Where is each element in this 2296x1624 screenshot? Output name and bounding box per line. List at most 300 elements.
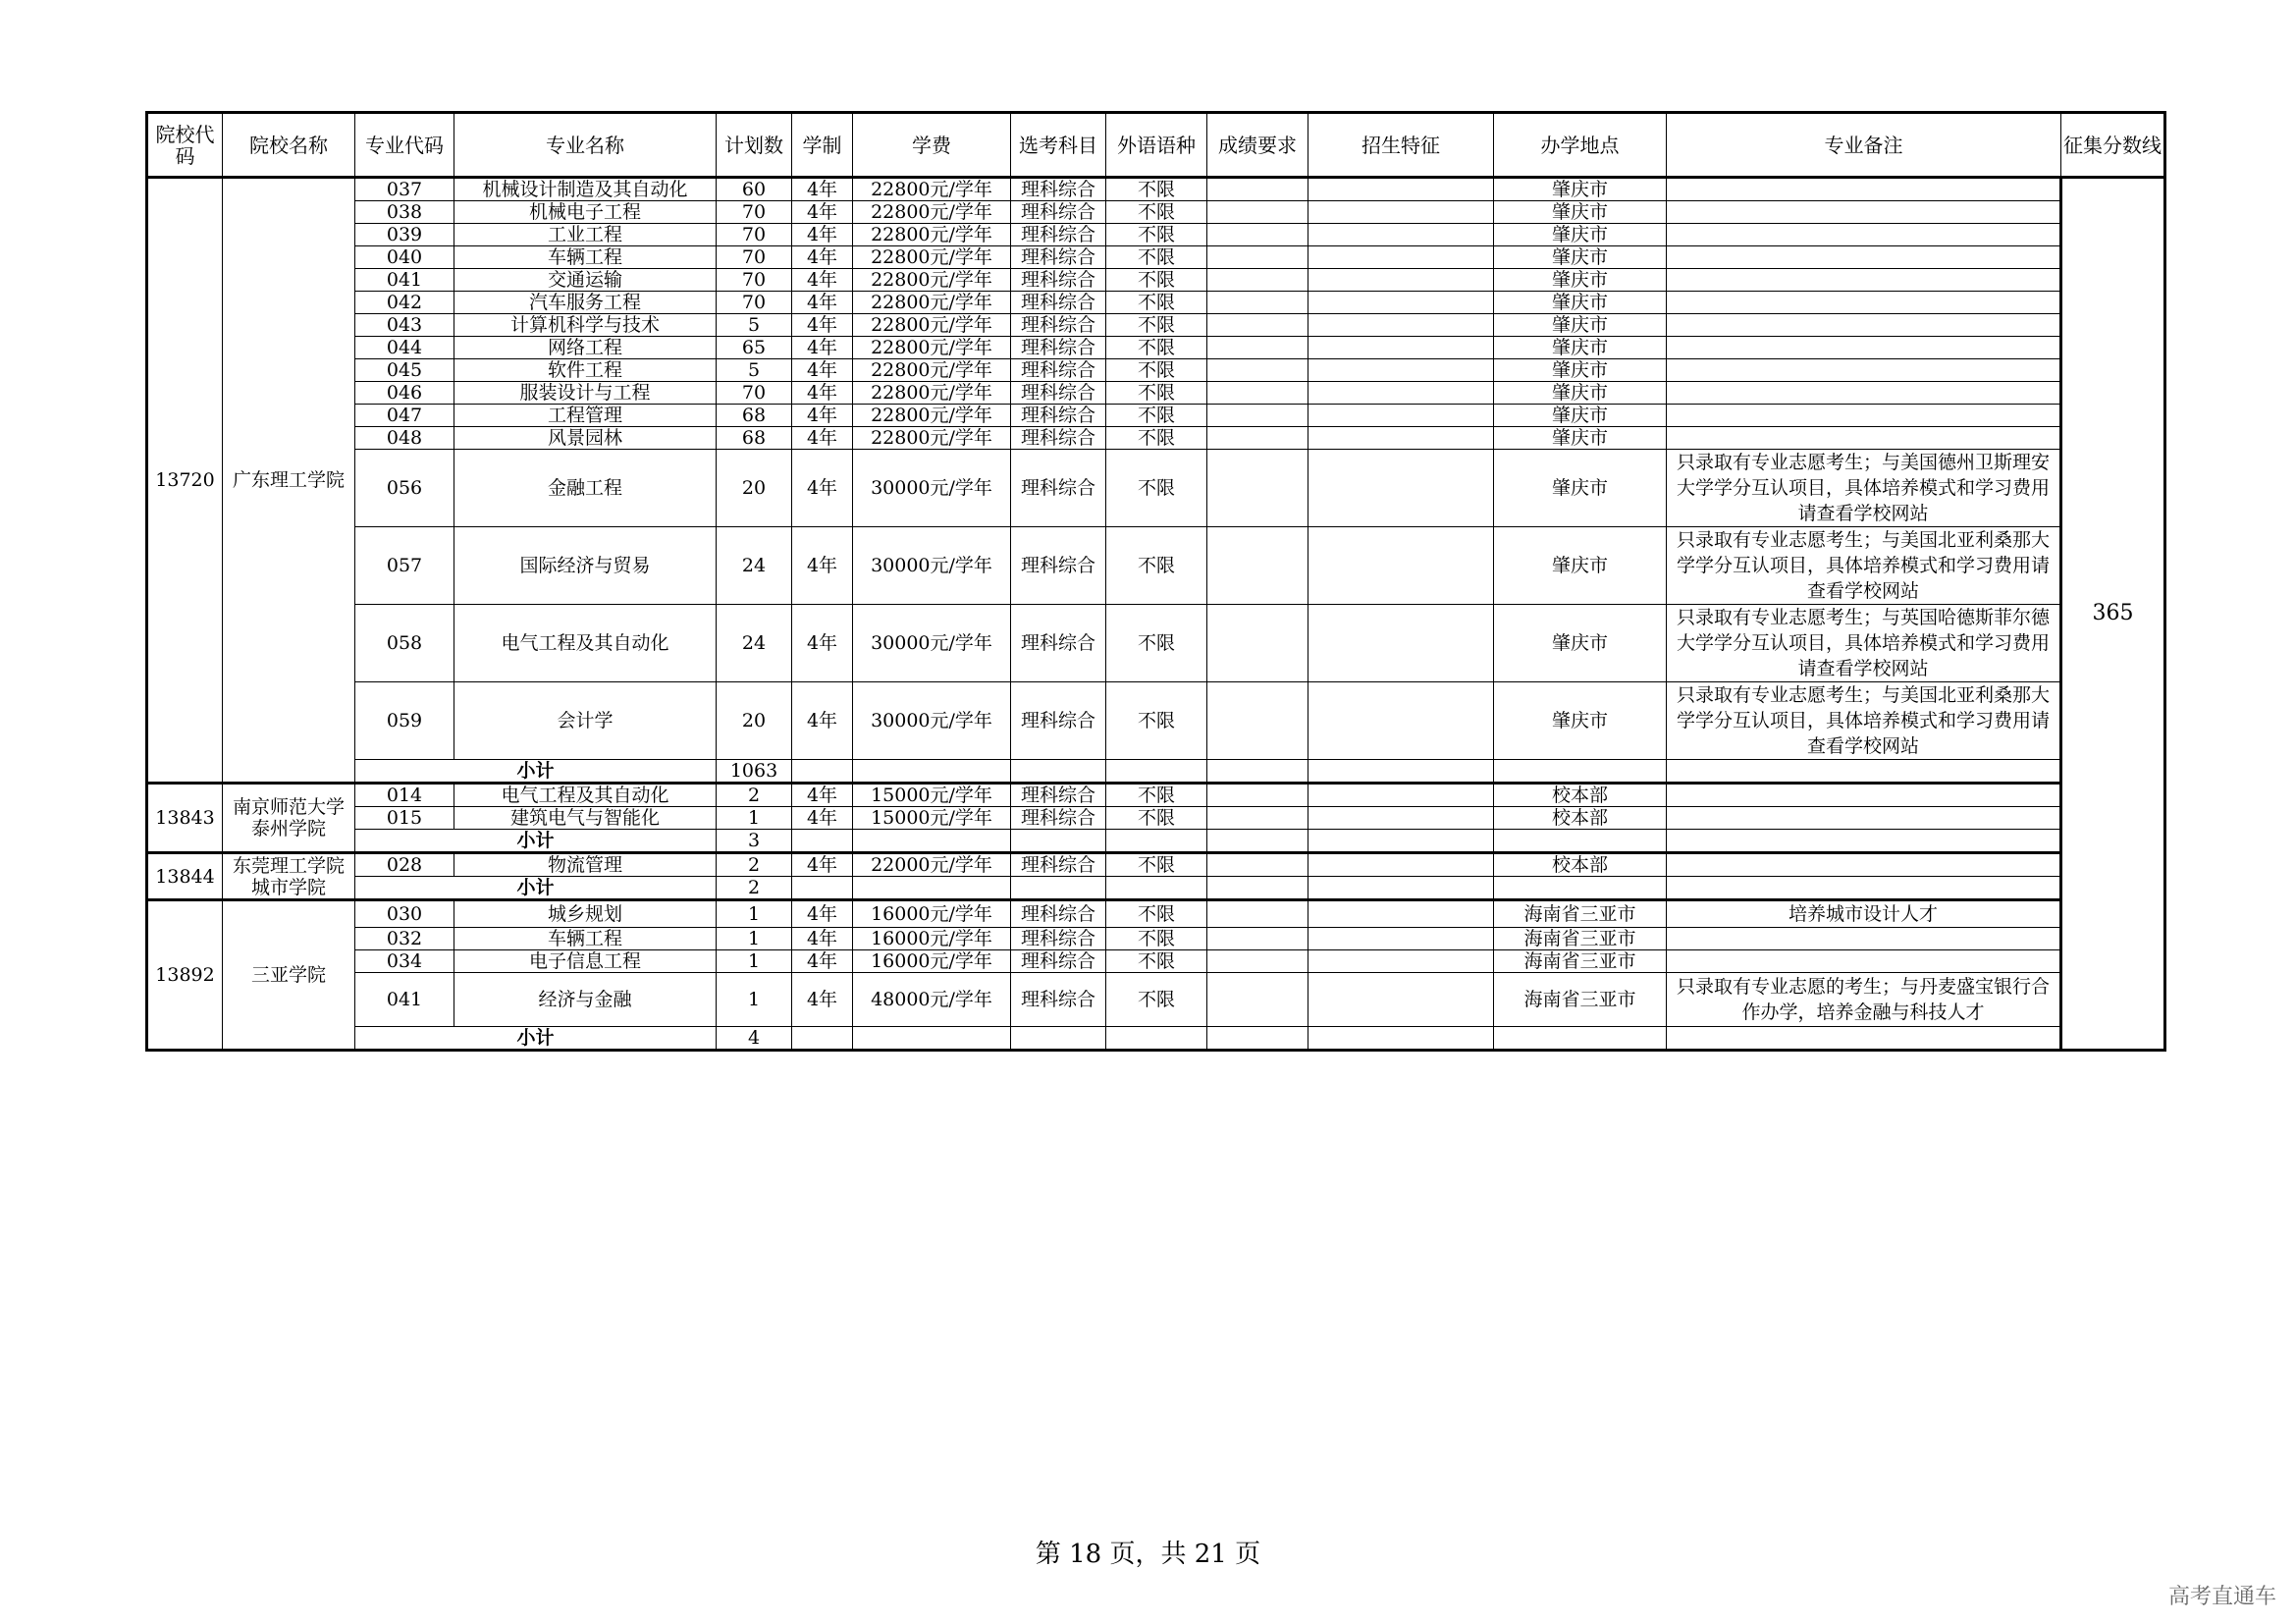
remarks-cell: [1667, 314, 2061, 337]
tuition-cell: 30000元/学年: [853, 450, 1011, 527]
subjects-cell: 理科综合: [1011, 427, 1106, 450]
duration-cell: 4年: [792, 973, 853, 1027]
subjects-cell: 理科综合: [1011, 973, 1106, 1027]
location-cell: 肇庆市: [1494, 269, 1667, 292]
remarks-cell: [1667, 950, 2061, 973]
tuition-cell: 22800元/学年: [853, 201, 1011, 224]
plan-cell: 20: [717, 682, 792, 760]
subtotal-label: 小计: [355, 1027, 717, 1051]
major-code-cell: 032: [355, 928, 454, 950]
subjects-cell: 理科综合: [1011, 405, 1106, 427]
school-code-cell: 13892: [147, 900, 223, 1051]
language-cell: 不限: [1106, 605, 1207, 682]
empty-cell: [1667, 877, 2061, 900]
major-name-cell: 车辆工程: [454, 246, 717, 269]
table-row: [147, 359, 2165, 382]
language-cell: 不限: [1106, 784, 1207, 807]
duration-cell: 4年: [792, 605, 853, 682]
duration-cell: 4年: [792, 382, 853, 405]
feature-cell: [1308, 605, 1494, 682]
score-req-cell: [1207, 527, 1308, 605]
empty-cell: [1667, 830, 2061, 853]
score-req-cell: [1207, 950, 1308, 973]
table-row: [147, 973, 2165, 1027]
location-cell: 肇庆市: [1494, 405, 1667, 427]
school-code-cell: 13720: [147, 178, 223, 784]
plan-cell: 5: [717, 314, 792, 337]
subtotal-value: 3: [717, 830, 792, 853]
score-req-cell: [1207, 405, 1308, 427]
feature-cell: [1308, 292, 1494, 314]
major-code-cell: 043: [355, 314, 454, 337]
empty-cell: [1207, 760, 1308, 784]
remarks-cell: [1667, 807, 2061, 830]
location-cell: 肇庆市: [1494, 359, 1667, 382]
empty-cell: [1011, 830, 1106, 853]
remarks-cell: 只录取有专业志愿考生；与美国德州卫斯理安大学学分互认项目，具体培养模式和学习费用请查看学校网站: [1667, 450, 2061, 527]
tuition-cell: 30000元/学年: [853, 682, 1011, 760]
table-row: [147, 337, 2165, 359]
location-cell: 肇庆市: [1494, 382, 1667, 405]
major-name-cell: 城乡规划: [454, 900, 717, 928]
language-cell: 不限: [1106, 807, 1207, 830]
language-cell: 不限: [1106, 527, 1207, 605]
location-cell: 肇庆市: [1494, 178, 1667, 201]
plan-cell: 2: [717, 853, 792, 877]
location-cell: 校本部: [1494, 784, 1667, 807]
remarks-cell: 只录取有专业志愿考生；与英国哈德斯菲尔德大学学分互认项目，具体培养模式和学习费用请查看学校网站: [1667, 605, 2061, 682]
duration-cell: 4年: [792, 201, 853, 224]
subtotal-value: 4: [717, 1027, 792, 1051]
subjects-cell: 理科综合: [1011, 950, 1106, 973]
major-code-cell: 047: [355, 405, 454, 427]
empty-cell: [1207, 877, 1308, 900]
empty-cell: [853, 877, 1011, 900]
table-row: [147, 314, 2165, 337]
language-cell: 不限: [1106, 224, 1207, 246]
tuition-cell: 30000元/学年: [853, 527, 1011, 605]
header-cutoff: 征集分数线: [2061, 113, 2165, 178]
empty-cell: [1207, 830, 1308, 853]
plan-cell: 70: [717, 246, 792, 269]
subjects-cell: 理科综合: [1011, 201, 1106, 224]
subjects-cell: 理科综合: [1011, 359, 1106, 382]
subjects-cell: 理科综合: [1011, 224, 1106, 246]
empty-cell: [1207, 1027, 1308, 1051]
subtotal-row: [147, 1027, 2165, 1051]
location-cell: 肇庆市: [1494, 292, 1667, 314]
header-plan: 计划数: [717, 113, 792, 178]
major-name-cell: 计算机科学与技术: [454, 314, 717, 337]
tuition-cell: 16000元/学年: [853, 928, 1011, 950]
empty-cell: [1308, 760, 1494, 784]
score-req-cell: [1207, 928, 1308, 950]
tuition-cell: 22800元/学年: [853, 178, 1011, 201]
score-req-cell: [1207, 314, 1308, 337]
tuition-cell: 16000元/学年: [853, 900, 1011, 928]
location-cell: 肇庆市: [1494, 682, 1667, 760]
major-code-cell: 045: [355, 359, 454, 382]
feature-cell: [1308, 950, 1494, 973]
table-row: [147, 950, 2165, 973]
plan-cell: 70: [717, 224, 792, 246]
header-feature: 招生特征: [1308, 113, 1494, 178]
language-cell: 不限: [1106, 928, 1207, 950]
empty-cell: [1308, 1027, 1494, 1051]
plan-cell: 65: [717, 337, 792, 359]
feature-cell: [1308, 527, 1494, 605]
subtotal-row: [147, 760, 2165, 784]
major-name-cell: 机械电子工程: [454, 201, 717, 224]
language-cell: 不限: [1106, 405, 1207, 427]
remarks-cell: 只录取有专业志愿考生；与美国北亚利桑那大学学分互认项目，具体培养模式和学习费用请查看学校网站: [1667, 682, 2061, 760]
language-cell: 不限: [1106, 973, 1207, 1027]
feature-cell: [1308, 682, 1494, 760]
feature-cell: [1308, 382, 1494, 405]
table-row: [147, 292, 2165, 314]
subjects-cell: 理科综合: [1011, 450, 1106, 527]
duration-cell: 4年: [792, 950, 853, 973]
language-cell: 不限: [1106, 178, 1207, 201]
table-row: [147, 682, 2165, 760]
major-name-cell: 会计学: [454, 682, 717, 760]
school-name-cell: 南京师范大学泰州学院: [223, 784, 355, 853]
header-school-code: 院校代码: [147, 113, 223, 178]
header-row: [147, 113, 2165, 178]
location-cell: 肇庆市: [1494, 450, 1667, 527]
tuition-cell: 48000元/学年: [853, 973, 1011, 1027]
major-code-cell: 048: [355, 427, 454, 450]
major-name-cell: 车辆工程: [454, 928, 717, 950]
score-req-cell: [1207, 853, 1308, 877]
score-req-cell: [1207, 269, 1308, 292]
score-req-cell: [1207, 359, 1308, 382]
score-req-cell: [1207, 900, 1308, 928]
remarks-cell: [1667, 928, 2061, 950]
location-cell: 肇庆市: [1494, 224, 1667, 246]
location-cell: 肇庆市: [1494, 527, 1667, 605]
feature-cell: [1308, 314, 1494, 337]
table-row: [147, 201, 2165, 224]
major-name-cell: 网络工程: [454, 337, 717, 359]
empty-cell: [1494, 830, 1667, 853]
plan-cell: 1: [717, 807, 792, 830]
school-name-cell: 广东理工学院: [223, 178, 355, 784]
duration-cell: 4年: [792, 682, 853, 760]
table-row: [147, 784, 2165, 807]
subjects-cell: 理科综合: [1011, 292, 1106, 314]
remarks-cell: 只录取有专业志愿的考生；与丹麦盛宝银行合作办学，培养金融与科技人才: [1667, 973, 2061, 1027]
duration-cell: 4年: [792, 853, 853, 877]
empty-cell: [1494, 877, 1667, 900]
plan-cell: 70: [717, 269, 792, 292]
location-cell: 肇庆市: [1494, 314, 1667, 337]
table-row: [147, 269, 2165, 292]
major-code-cell: 046: [355, 382, 454, 405]
header-language: 外语语种: [1106, 113, 1207, 178]
empty-cell: [1011, 877, 1106, 900]
score-req-cell: [1207, 382, 1308, 405]
subjects-cell: 理科综合: [1011, 682, 1106, 760]
location-cell: 肇庆市: [1494, 246, 1667, 269]
header-score-req: 成绩要求: [1207, 113, 1308, 178]
subjects-cell: 理科综合: [1011, 900, 1106, 928]
major-name-cell: 工程管理: [454, 405, 717, 427]
empty-cell: [792, 760, 853, 784]
tuition-cell: 22800元/学年: [853, 359, 1011, 382]
duration-cell: 4年: [792, 269, 853, 292]
major-code-cell: 057: [355, 527, 454, 605]
school-code-cell: 13843: [147, 784, 223, 853]
table-row: [147, 807, 2165, 830]
plan-cell: 1: [717, 950, 792, 973]
plan-cell: 70: [717, 201, 792, 224]
header-major-code: 专业代码: [355, 113, 454, 178]
major-name-cell: 汽车服务工程: [454, 292, 717, 314]
empty-cell: [792, 877, 853, 900]
subjects-cell: 理科综合: [1011, 928, 1106, 950]
location-cell: 肇庆市: [1494, 337, 1667, 359]
header-remarks: 专业备注: [1667, 113, 2061, 178]
score-req-cell: [1207, 246, 1308, 269]
feature-cell: [1308, 405, 1494, 427]
major-code-cell: 058: [355, 605, 454, 682]
remarks-cell: [1667, 784, 2061, 807]
subjects-cell: 理科综合: [1011, 269, 1106, 292]
score-req-cell: [1207, 784, 1308, 807]
tuition-cell: 22800元/学年: [853, 224, 1011, 246]
plan-cell: 2: [717, 784, 792, 807]
subjects-cell: 理科综合: [1011, 605, 1106, 682]
remarks-cell: [1667, 405, 2061, 427]
feature-cell: [1308, 928, 1494, 950]
subjects-cell: 理科综合: [1011, 527, 1106, 605]
major-name-cell: 金融工程: [454, 450, 717, 527]
empty-cell: [1494, 1027, 1667, 1051]
score-req-cell: [1207, 973, 1308, 1027]
language-cell: 不限: [1106, 427, 1207, 450]
watermark: 高考直通车: [2167, 1585, 2276, 1609]
table-row: [147, 246, 2165, 269]
header-tuition: 学费: [853, 113, 1011, 178]
remarks-cell: [1667, 224, 2061, 246]
language-cell: 不限: [1106, 269, 1207, 292]
table-row: [147, 224, 2165, 246]
major-code-cell: 041: [355, 269, 454, 292]
admission-plan-table: [145, 111, 2166, 1052]
location-cell: 肇庆市: [1494, 605, 1667, 682]
table-row: [147, 900, 2165, 928]
feature-cell: [1308, 784, 1494, 807]
tuition-cell: 22800元/学年: [853, 382, 1011, 405]
major-name-cell: 电子信息工程: [454, 950, 717, 973]
language-cell: 不限: [1106, 314, 1207, 337]
major-code-cell: 028: [355, 853, 454, 877]
tuition-cell: 22800元/学年: [853, 405, 1011, 427]
duration-cell: 4年: [792, 224, 853, 246]
feature-cell: [1308, 224, 1494, 246]
empty-cell: [1308, 830, 1494, 853]
major-code-cell: 039: [355, 224, 454, 246]
location-cell: 海南省三亚市: [1494, 973, 1667, 1027]
location-cell: 校本部: [1494, 853, 1667, 877]
major-code-cell: 044: [355, 337, 454, 359]
table-row: [147, 427, 2165, 450]
subtotal-label: 小计: [355, 830, 717, 853]
empty-cell: [1106, 760, 1207, 784]
plan-cell: 68: [717, 405, 792, 427]
score-req-cell: [1207, 292, 1308, 314]
major-code-cell: 040: [355, 246, 454, 269]
major-code-cell: 041: [355, 973, 454, 1027]
subjects-cell: 理科综合: [1011, 314, 1106, 337]
subjects-cell: 理科综合: [1011, 382, 1106, 405]
header-location: 办学地点: [1494, 113, 1667, 178]
score-req-cell: [1207, 224, 1308, 246]
feature-cell: [1308, 450, 1494, 527]
major-name-cell: 经济与金融: [454, 973, 717, 1027]
tuition-cell: 22800元/学年: [853, 427, 1011, 450]
duration-cell: 4年: [792, 807, 853, 830]
plan-cell: 1: [717, 973, 792, 1027]
language-cell: 不限: [1106, 201, 1207, 224]
language-cell: 不限: [1106, 292, 1207, 314]
tuition-cell: 22000元/学年: [853, 853, 1011, 877]
plan-cell: 60: [717, 178, 792, 201]
score-req-cell: [1207, 178, 1308, 201]
major-name-cell: 机械设计制造及其自动化: [454, 178, 717, 201]
plan-cell: 24: [717, 605, 792, 682]
plan-cell: 20: [717, 450, 792, 527]
score-req-cell: [1207, 682, 1308, 760]
school-name-cell: 东莞理工学院城市学院: [223, 853, 355, 900]
remarks-cell: [1667, 853, 2061, 877]
subjects-cell: 理科综合: [1011, 784, 1106, 807]
tuition-cell: 22800元/学年: [853, 269, 1011, 292]
tuition-cell: 22800元/学年: [853, 314, 1011, 337]
location-cell: 肇庆市: [1494, 427, 1667, 450]
subtotal-row: [147, 830, 2165, 853]
duration-cell: 4年: [792, 900, 853, 928]
score-req-cell: [1207, 427, 1308, 450]
subjects-cell: 理科综合: [1011, 178, 1106, 201]
tuition-cell: 30000元/学年: [853, 605, 1011, 682]
subtotal-value: 2: [717, 877, 792, 900]
remarks-cell: [1667, 269, 2061, 292]
tuition-cell: 15000元/学年: [853, 784, 1011, 807]
table-row: [147, 178, 2165, 201]
major-code-cell: 042: [355, 292, 454, 314]
feature-cell: [1308, 246, 1494, 269]
remarks-cell: 只录取有专业志愿考生；与美国北亚利桑那大学学分互认项目，具体培养模式和学习费用请查看学校网站: [1667, 527, 2061, 605]
feature-cell: [1308, 337, 1494, 359]
duration-cell: 4年: [792, 928, 853, 950]
language-cell: 不限: [1106, 950, 1207, 973]
major-name-cell: 服装设计与工程: [454, 382, 717, 405]
duration-cell: 4年: [792, 292, 853, 314]
language-cell: 不限: [1106, 359, 1207, 382]
school-name-cell: 三亚学院: [223, 900, 355, 1051]
major-code-cell: 059: [355, 682, 454, 760]
tuition-cell: 22800元/学年: [853, 246, 1011, 269]
table-row: [147, 382, 2165, 405]
header-major-name: 专业名称: [454, 113, 717, 178]
tuition-cell: 22800元/学年: [853, 337, 1011, 359]
subjects-cell: 理科综合: [1011, 246, 1106, 269]
empty-cell: [1106, 877, 1207, 900]
empty-cell: [853, 1027, 1011, 1051]
major-name-cell: 电气工程及其自动化: [454, 784, 717, 807]
subtotal-row: [147, 877, 2165, 900]
header-subjects: 选考科目: [1011, 113, 1106, 178]
remarks-cell: [1667, 246, 2061, 269]
major-name-cell: 交通运输: [454, 269, 717, 292]
major-name-cell: 国际经济与贸易: [454, 527, 717, 605]
table-row: [147, 405, 2165, 427]
location-cell: 海南省三亚市: [1494, 900, 1667, 928]
feature-cell: [1308, 853, 1494, 877]
empty-cell: [1667, 1027, 2061, 1051]
score-req-cell: [1207, 450, 1308, 527]
table-row: [147, 605, 2165, 682]
score-req-cell: [1207, 201, 1308, 224]
empty-cell: [1106, 830, 1207, 853]
language-cell: 不限: [1106, 900, 1207, 928]
empty-cell: [1106, 1027, 1207, 1051]
language-cell: 不限: [1106, 853, 1207, 877]
major-code-cell: 056: [355, 450, 454, 527]
language-cell: 不限: [1106, 382, 1207, 405]
remarks-cell: [1667, 337, 2061, 359]
major-name-cell: 软件工程: [454, 359, 717, 382]
feature-cell: [1308, 359, 1494, 382]
empty-cell: [853, 760, 1011, 784]
table-row: [147, 527, 2165, 605]
feature-cell: [1308, 427, 1494, 450]
empty-cell: [1667, 760, 2061, 784]
table-row: [147, 450, 2165, 527]
feature-cell: [1308, 178, 1494, 201]
language-cell: 不限: [1106, 337, 1207, 359]
duration-cell: 4年: [792, 527, 853, 605]
major-name-cell: 工业工程: [454, 224, 717, 246]
tuition-cell: 16000元/学年: [853, 950, 1011, 973]
remarks-cell: [1667, 427, 2061, 450]
location-cell: 肇庆市: [1494, 201, 1667, 224]
major-code-cell: 015: [355, 807, 454, 830]
subtotal-label: 小计: [355, 877, 717, 900]
location-cell: 海南省三亚市: [1494, 950, 1667, 973]
remarks-cell: [1667, 292, 2061, 314]
tuition-cell: 22800元/学年: [853, 292, 1011, 314]
major-code-cell: 038: [355, 201, 454, 224]
table-row: [147, 853, 2165, 877]
score-req-cell: [1207, 807, 1308, 830]
feature-cell: [1308, 900, 1494, 928]
empty-cell: [853, 830, 1011, 853]
feature-cell: [1308, 807, 1494, 830]
plan-cell: 68: [717, 427, 792, 450]
empty-cell: [792, 830, 853, 853]
major-name-cell: 建筑电气与智能化: [454, 807, 717, 830]
plan-cell: 1: [717, 928, 792, 950]
table-row: [147, 928, 2165, 950]
feature-cell: [1308, 973, 1494, 1027]
page-footer: 第 18 页，共 21 页: [1035, 1540, 1261, 1569]
tuition-cell: 15000元/学年: [853, 807, 1011, 830]
feature-cell: [1308, 269, 1494, 292]
subjects-cell: 理科综合: [1011, 853, 1106, 877]
